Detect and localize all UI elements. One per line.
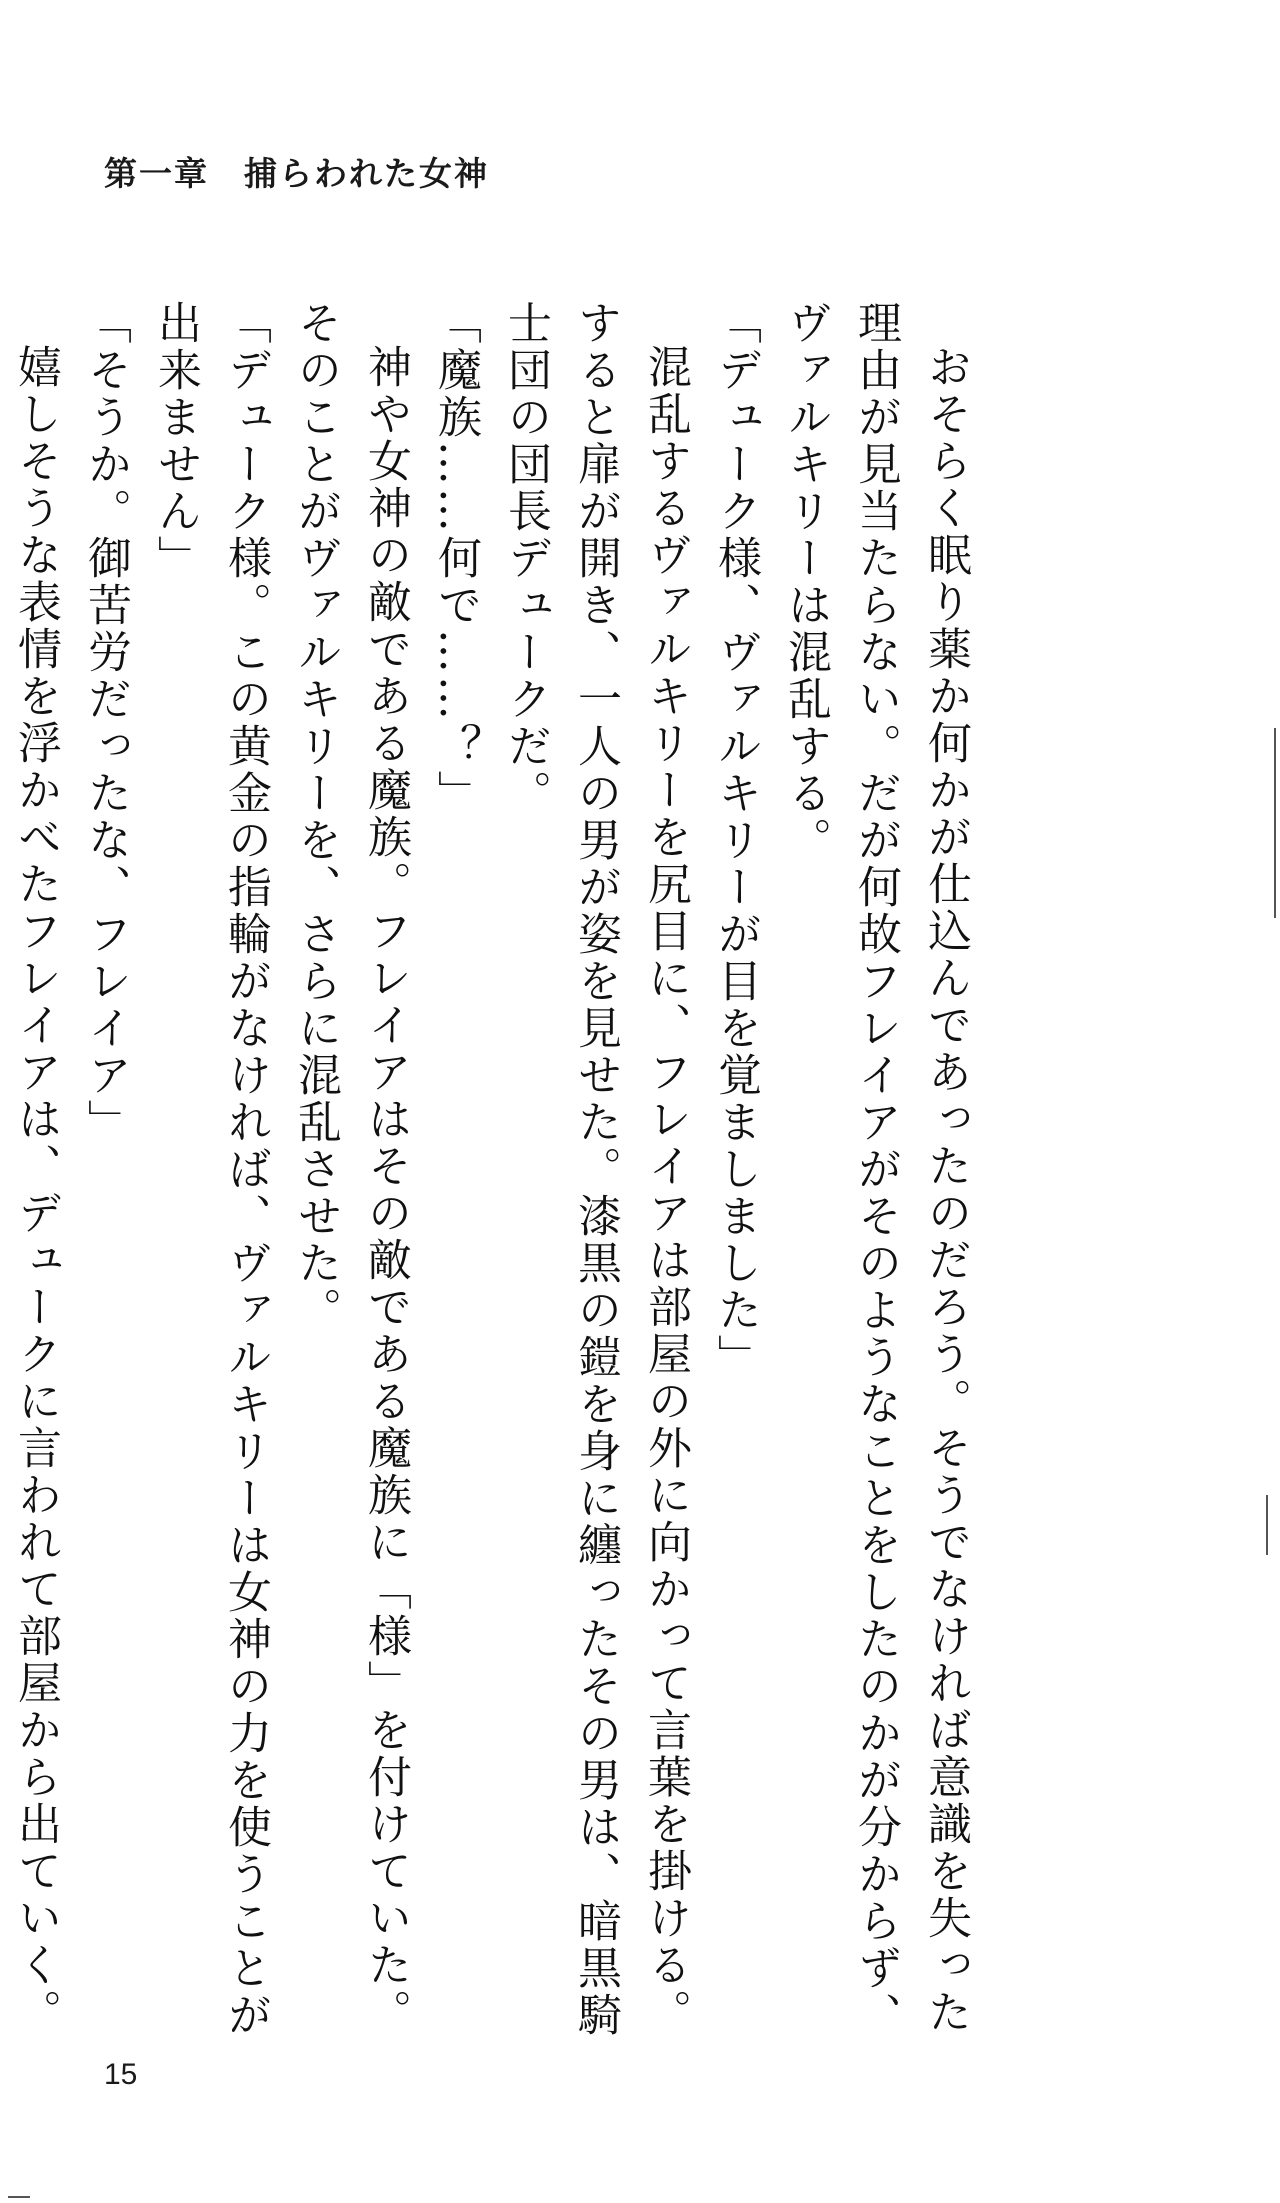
dialogue-line: 「デューク様。この黄金の指輪がなければ、ヴァルキリーは女神の力を使うことが出来ません」 — [150, 300, 271, 2039]
scan-edge-mark — [8, 2196, 30, 2198]
page-number: 15 — [104, 2058, 138, 2091]
dialogue-line: 「デューク様、ヴァルキリーが目を覚ましました」 — [710, 300, 761, 1381]
scan-edge-mark — [1274, 728, 1276, 918]
paragraph: 嬉しそうな表情を浮かべたフレイアは、デュークに言われて部屋から出ていく。 — [10, 344, 61, 2036]
dialogue-line: 「そうか。御苦労だったな、フレイア」 — [80, 300, 131, 1146]
body-text — [0, 300, 980, 2040]
chapter-header: 第一章 捕らわれた女神 — [104, 154, 489, 193]
paragraph: 神や女神の敵である魔族。フレイアはその敵である魔族に「様」を付けていた。そのことがヴァルキリーを、さらに混乱させた。 — [290, 300, 411, 2036]
paragraph: 混乱するヴァルキリーを尻目に、フレイアは部屋の外に向かって言葉を掛ける。すると扉が開き、一人の男が姿を見せた。漆黒の鎧を身に纏ったその男は、暗黒騎士団の団長デュークだ。 — [500, 300, 691, 2039]
scan-edge-mark — [1266, 1495, 1268, 1555]
dialogue-line: 「魔族……何で……？」 — [430, 300, 481, 817]
paragraph: おそらく眠り薬か何かが仕込んであったのだろう。そうでなければ意識を失った理由が見当たらない。だが何故フレイアがそのようなことをしたのかが分からず、ヴァルキリーは混乱する。 — [780, 300, 971, 2039]
